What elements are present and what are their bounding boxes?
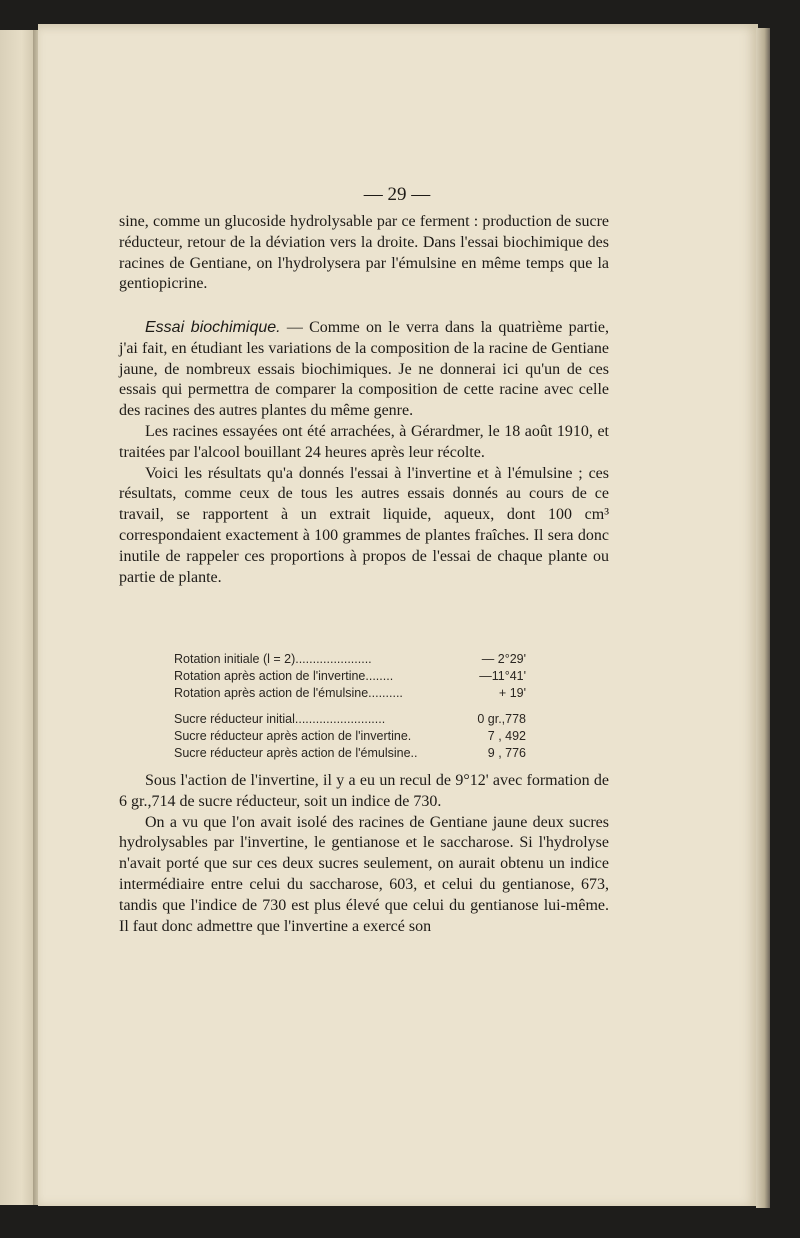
table-row [174,668,526,685]
paragraph-sine: sine, comme un glucoside hydrolysable par ce ferment : production de sucre réducteur, retour de la déviation vers la droite. Dans l'essai biochimique des racines de Gentiane, on l'hydrolysera par l'émulsine en même temps que la gentiopicrine. [119,213,609,293]
table-row [174,711,526,728]
essai-lead: Essai biochimique. [145,319,281,336]
sucre-table [174,711,526,762]
page-number: — 29 — [363,184,431,205]
row-label: Sucre réducteur après action de l'émulsine.. [174,746,418,760]
row-value: 0 gr.,778 [477,712,526,726]
paragraph-racines: Les racines essayées ont été arrachées, à Gérardmer, le 18 août 1910, et traitées par l'alcool bouillant 24 heures après leur récolte. [119,422,609,461]
row-label: Rotation initiale (l = 2)...................... [174,652,372,666]
table-row [174,745,526,762]
table-row [174,728,526,745]
row-label: Rotation après action de l'invertine........ [174,669,394,683]
paragraph-block [119,318,609,588]
paragraph-on: On a vu que l'on avait isolé des racines de Gentiane jaune deux sucres hydrolysables par l'invertine, le gentianose et le saccharose. Si l'hydrolyse n'avait porté que sur ces deux sucres seulement, on aurait obtenu un indice intermédiaire entre celui du saccharose, 603, et celui du gentianose, 673, tandis que l'indice de 730 est plus élevé que celui du gentianose lui-même. Il faut donc admettre que l'invertine a exercé son [119,813,609,935]
rotation-table [174,651,526,702]
paragraph-block-bottom [119,771,609,937]
page-stack-edge [756,28,770,1208]
row-value: — 2°29' [481,652,526,666]
row-value: 9 , 776 [487,746,526,760]
row-value: 7 , 492 [487,729,526,743]
book-page [38,24,758,1206]
table-row [174,651,526,668]
left-page-edge [0,30,37,1205]
row-value: + 19' [498,686,526,700]
row-value: —11°41' [479,669,526,683]
paragraph-intro [119,212,609,295]
paragraph-sous: Sous l'action de l'invertine, il y a eu un recul de 9°12' avec formation de 6 gr.,714 de sucre réducteur, soit un indice de 730. [119,772,609,810]
row-label: Sucre réducteur initial.......................... [174,712,386,726]
essai-text: — Comme on le verra dans la quatrième partie, j'ai fait, en étudiant les variations de la composition de la racine de Gentiane jaune, de nombreux essais biochimiques. Je ne donnerai ici qu'un de ces essais qui permettra de comparer la composition de cette racine avec celle des racines des autres plantes du même genre. [119,319,609,420]
row-label: Sucre réducteur après action de l'invertine. [174,729,412,743]
row-label: Rotation après action de l'émulsine.......... [174,686,403,700]
table-row [174,685,526,702]
paragraph-essai [119,318,609,422]
paragraph-voici: Voici les résultats qu'a donnés l'essai à l'invertine et à l'émulsine ; ces résultats, comme ceux de tous les autres essais donnés au cours de ce travail, se rapportent à un extrait liquide, aqueux, dont 100 cm³ correspondaient exactement à 100 grammes de plantes fraîches. Il sera donc inutile de rappeler ces proportions à propos de l'essai de chaque plante ou partie de plante. [119,464,609,586]
